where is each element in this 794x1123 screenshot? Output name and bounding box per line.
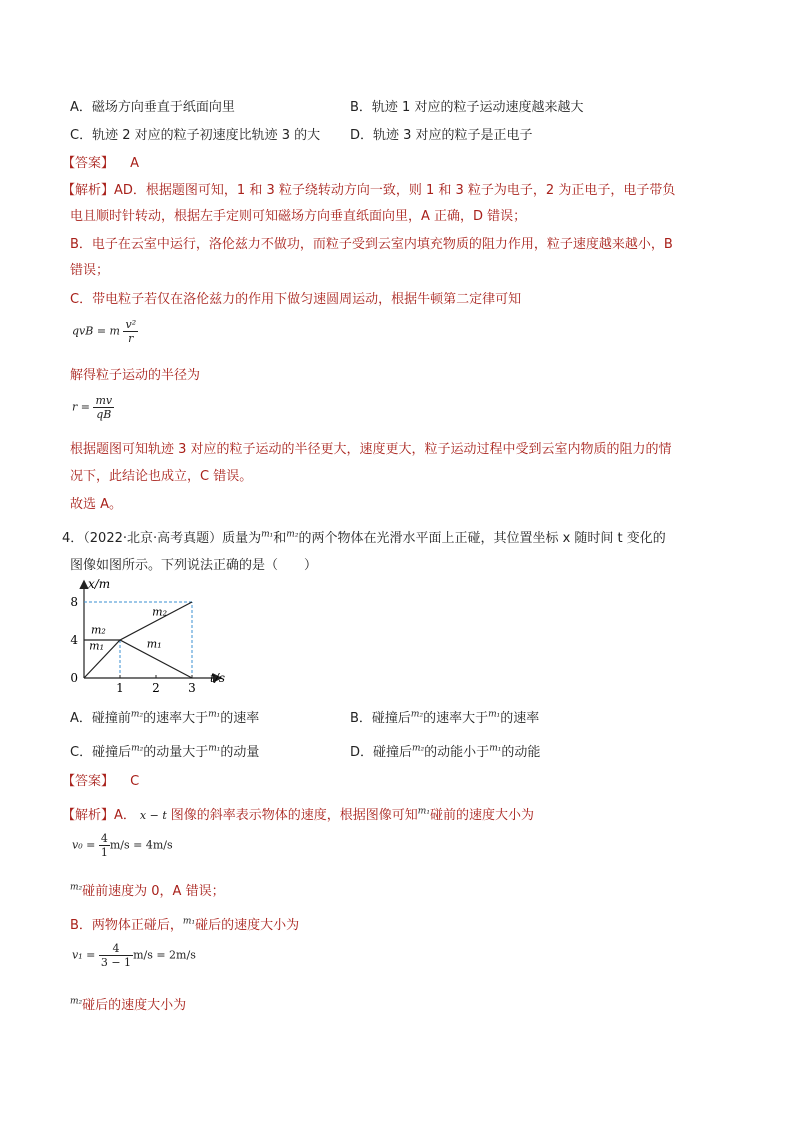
m1-symbol: m₁ bbox=[182, 916, 196, 927]
option-text: 的速率 bbox=[500, 711, 540, 726]
series-label: m₂ bbox=[152, 605, 168, 619]
analysis-text: 碰前速度为 0，A 错误； bbox=[82, 884, 225, 899]
option-text: C．碰撞后 bbox=[70, 745, 132, 760]
q3-option-a: A．磁场方向垂直于纸面向里 bbox=[70, 100, 235, 115]
m2-symbol: m₂ bbox=[410, 709, 424, 720]
analysis-text: 图像的斜率表示物体的速度，根据图像可知 bbox=[170, 808, 418, 823]
xt-graph bbox=[62, 576, 242, 698]
q3-analysis-line-3: B．电子在云室中运行，洛伦兹力不做功，而粒子受到云室内填充物质的阻力作用，粒子速度越来越小，B bbox=[70, 237, 673, 252]
q4-option-b bbox=[350, 707, 539, 726]
eq-lhs: r = bbox=[72, 400, 90, 414]
m2-symbol: m₂ bbox=[70, 882, 83, 893]
option-text: 的动量大于 bbox=[143, 745, 209, 760]
x-axis-label: t/s bbox=[210, 671, 226, 685]
analysis-text: 碰后的速度大小为 bbox=[82, 998, 187, 1013]
option-text: 的速率大于 bbox=[423, 711, 489, 726]
q4-analysis-line-2 bbox=[70, 880, 225, 899]
eq-lhs: v₁ = bbox=[72, 948, 96, 962]
option-text: B．碰撞后 bbox=[350, 711, 411, 726]
m2-symbol: m₂ bbox=[130, 709, 144, 720]
x-tick-label: 1 bbox=[116, 681, 124, 695]
equation-v1 bbox=[72, 942, 196, 969]
q3-analysis-line-6: 解得粒子运动的半径为 bbox=[70, 368, 201, 383]
m2-symbol: m₂ bbox=[286, 529, 299, 540]
option-text: A．碰撞前 bbox=[70, 711, 131, 726]
q4-answer bbox=[62, 770, 139, 789]
analysis-text: 碰后的速度大小为 bbox=[195, 918, 300, 933]
m2-symbol: m₂ bbox=[412, 743, 425, 754]
q3-analysis-line-1 bbox=[62, 179, 675, 198]
q3-analysis-line-8: 况下，此结论也成立，C 错误。 bbox=[70, 469, 253, 484]
q4-analysis-line-1 bbox=[62, 804, 534, 823]
option-text: 的速率 bbox=[220, 711, 260, 726]
eq-fraction: $\frac{mv}{qB}$ bbox=[95, 394, 113, 421]
q4-option-c bbox=[70, 741, 259, 760]
y-tick-label: 8 bbox=[70, 595, 78, 609]
analysis-label: 【解析】 bbox=[62, 183, 115, 198]
q4-option-a bbox=[70, 707, 259, 726]
option-text: 的速率大于 bbox=[143, 711, 209, 726]
m1-symbol: m₁ bbox=[417, 806, 430, 817]
q3-analysis-line-5: C．带电粒子若仅在洛伦兹力的作用下做匀速圆周运动，根据牛顿第二定律可知 bbox=[70, 292, 522, 307]
x-tick-label: 2 bbox=[152, 681, 160, 695]
q3-option-d: D．轨迹 3 对应的粒子是正电子 bbox=[350, 128, 533, 143]
option-text: 的动能小于 bbox=[424, 745, 490, 760]
equation-lorentz bbox=[72, 318, 138, 345]
m1-symbol: m₁ bbox=[488, 709, 501, 720]
answer-label: 【答案】 bbox=[62, 156, 115, 171]
q4-analysis-line-3 bbox=[70, 914, 299, 933]
m1-symbol: m₁ bbox=[208, 709, 221, 720]
q4-analysis-line-4 bbox=[70, 994, 186, 1013]
m1-symbol: m₁ bbox=[489, 743, 502, 754]
answer-label: 【答案】 bbox=[62, 774, 115, 789]
q4-stem-line-2: 图像如图所示。下列说法正确的是（ ） bbox=[70, 558, 318, 573]
analysis-label: 【解析】 bbox=[62, 808, 115, 823]
q4-option-d bbox=[350, 741, 540, 760]
equation-v0 bbox=[72, 832, 173, 859]
m2-symbol: m₂ bbox=[131, 743, 144, 754]
eq-fraction: $\frac{\text{v²}}{r}$ bbox=[125, 318, 137, 345]
y-tick-label: 4 bbox=[70, 633, 78, 647]
y-axis-label: x/m bbox=[88, 577, 111, 591]
stem-text: 和 bbox=[273, 531, 287, 546]
option-text: 的动能 bbox=[501, 745, 541, 760]
q3-answer bbox=[62, 152, 139, 171]
option-text: D．碰撞后 bbox=[350, 745, 413, 760]
analysis-text: 碰前的速度大小为 bbox=[429, 808, 534, 823]
eq-fraction: $\frac{4}{3 - 1}$ bbox=[100, 942, 132, 969]
eq-rhs: m/s = 2m/s bbox=[133, 948, 196, 962]
answer-value: C bbox=[130, 774, 140, 789]
q4-stem-line-1 bbox=[62, 527, 666, 546]
origin-label: 0 bbox=[70, 671, 78, 685]
equation-radius bbox=[72, 394, 114, 421]
m1-symbol: m₁ bbox=[208, 743, 221, 754]
q3-analysis-line-7: 根据题图可知轨迹 3 对应的粒子运动的半径更大，速度更大，粒子运动过程中受到云室内物质的阻力的情 bbox=[70, 442, 672, 457]
series-label: m₁ bbox=[89, 639, 105, 653]
option-text: 的动量 bbox=[220, 745, 260, 760]
eq-fraction: $\frac{4}{1}$ bbox=[100, 832, 108, 859]
q3-conclusion: 故选 A。 bbox=[70, 497, 123, 512]
q3-option-c: C．轨迹 2 对应的粒子初速度比轨迹 3 的大 bbox=[70, 128, 321, 143]
m1-symbol: m₁ bbox=[261, 529, 274, 540]
stem-text: 的两个物体在光滑水平面上正碰，其位置坐标 x 随时间 t 变化的 bbox=[298, 531, 666, 546]
m2-symbol: m₂ bbox=[70, 996, 83, 1007]
eq-lhs: qvB = m bbox=[72, 324, 120, 338]
q3-option-b: B．轨迹 1 对应的粒子运动速度越来越大 bbox=[350, 100, 584, 115]
series-label: m₂ bbox=[90, 623, 106, 637]
analysis-text: A． bbox=[114, 808, 136, 823]
stem-text: 4．（2022·北京·高考真题）质量为 bbox=[62, 531, 262, 546]
answer-value: A bbox=[130, 156, 140, 171]
eq-rhs: m/s = 4m/s bbox=[109, 838, 173, 852]
xt-symbol: x − t bbox=[139, 809, 167, 822]
analysis-text: B．两物体正碰后， bbox=[70, 918, 183, 933]
q3-analysis-line-4: 错误； bbox=[70, 263, 110, 278]
analysis-text: AD．根据题图可知，1 和 3 粒子绕转动方向一致，则 1 和 3 粒子为电子，2 为正电子，电子带负 bbox=[114, 183, 676, 198]
q3-analysis-line-2: 电且顺时针转动，根据左手定则可知磁场方向垂直纸面向里，A 正确，D 错误； bbox=[70, 209, 527, 224]
eq-lhs: v₀ = bbox=[72, 838, 96, 852]
x-tick-label: 3 bbox=[188, 681, 196, 695]
series-label: m₁ bbox=[146, 637, 162, 651]
